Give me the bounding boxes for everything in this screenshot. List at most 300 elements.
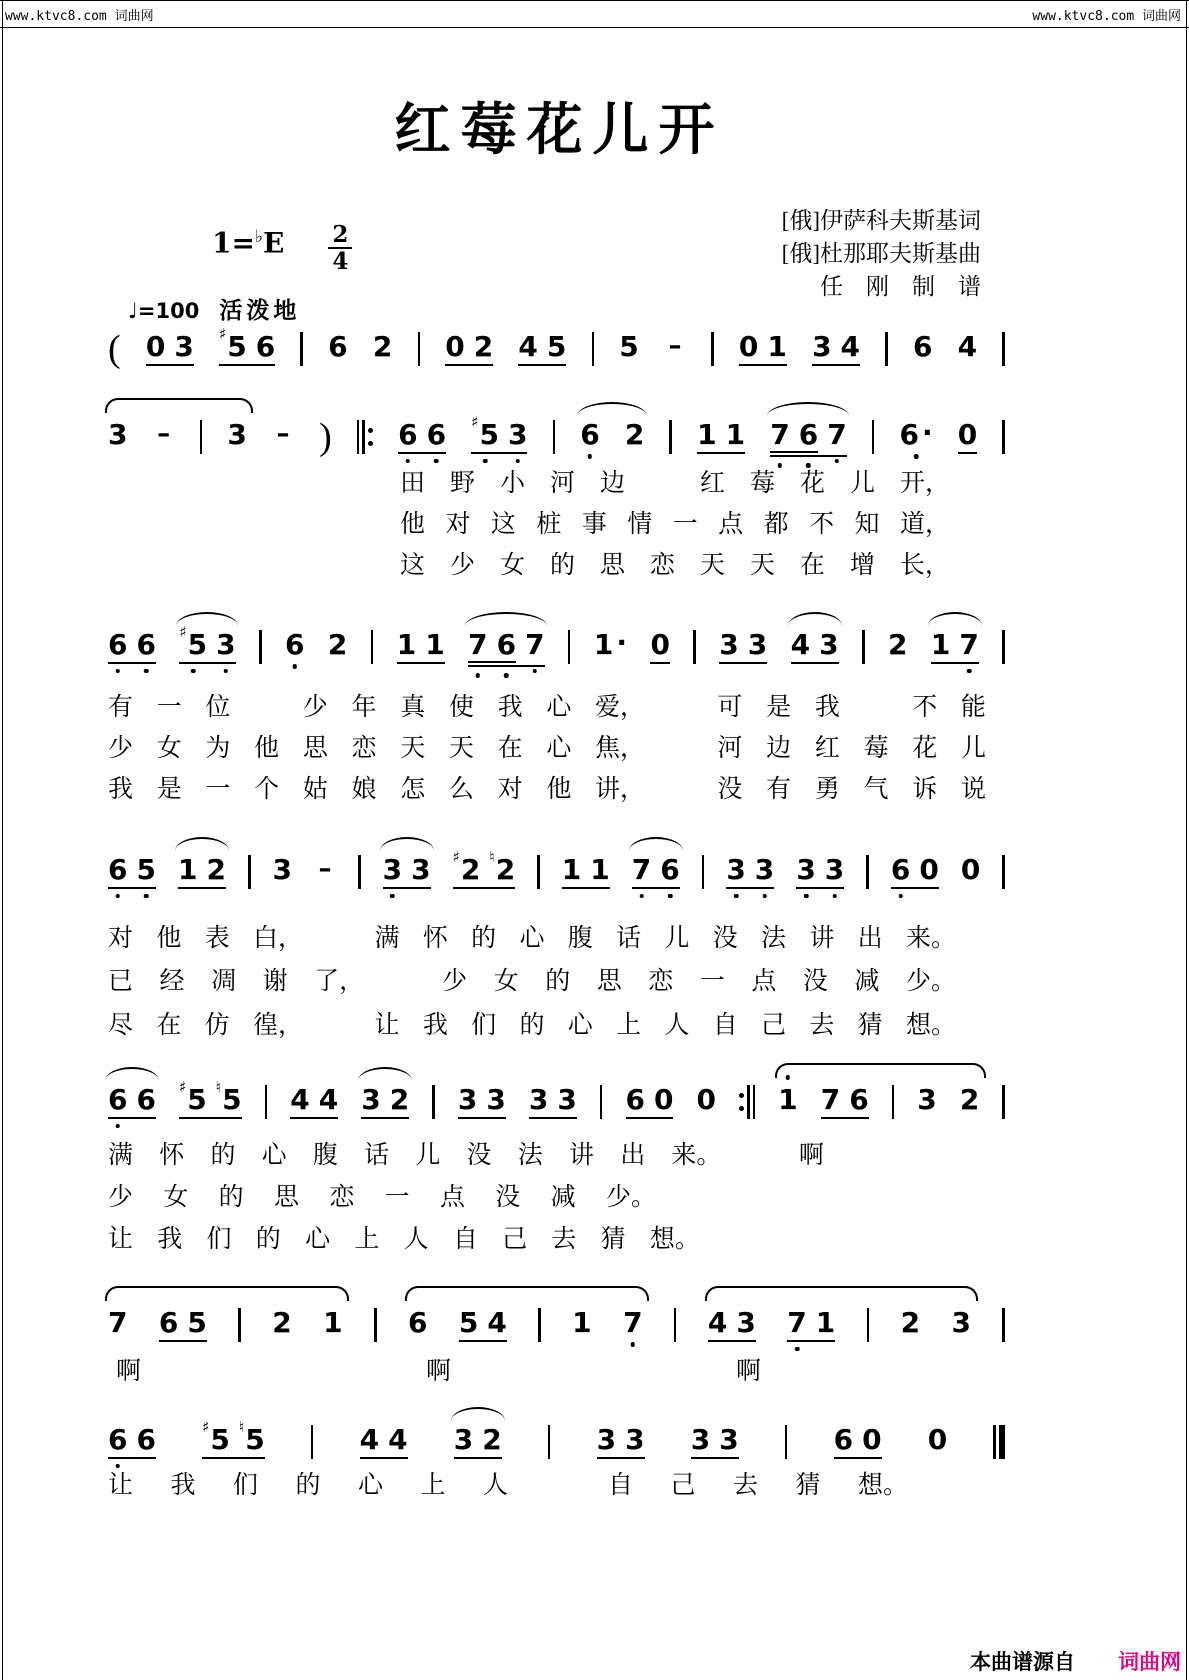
beam-group bbox=[179, 623, 236, 664]
low-octave-dot-icon bbox=[115, 669, 120, 674]
barline bbox=[418, 332, 421, 366]
note-digit: 6 bbox=[849, 1083, 869, 1116]
note bbox=[202, 1418, 230, 1456]
lyric-char: 长， bbox=[899, 552, 950, 579]
note bbox=[593, 626, 628, 661]
accidental-icon: ♯ bbox=[179, 623, 187, 641]
note-digit: 1 bbox=[778, 1083, 798, 1116]
note bbox=[816, 1308, 835, 1338]
note bbox=[427, 420, 446, 450]
low-octave-dot-icon bbox=[668, 894, 673, 899]
credit-arranger: 任 刚 制 谱 bbox=[820, 274, 981, 299]
lyric-char: 儿 bbox=[960, 735, 986, 762]
note bbox=[398, 420, 417, 450]
low-octave-dot-icon bbox=[504, 673, 509, 678]
note bbox=[525, 630, 544, 660]
note-digit: 3 bbox=[528, 1083, 549, 1116]
note-digit: 6 bbox=[108, 1423, 128, 1456]
barline bbox=[867, 1308, 870, 1342]
note bbox=[489, 848, 516, 886]
note-digit: 6 bbox=[158, 1306, 179, 1339]
lyric-char: 人 bbox=[664, 1012, 690, 1039]
note bbox=[146, 332, 165, 362]
note bbox=[901, 1308, 920, 1338]
note-digit: 7 bbox=[468, 628, 488, 661]
note-digit: 6 bbox=[328, 330, 348, 363]
barline bbox=[747, 1085, 750, 1119]
note-digit: 3 bbox=[819, 628, 839, 661]
lyric-char: 开， bbox=[899, 470, 950, 497]
note-digit: 3 bbox=[747, 628, 768, 661]
lyric-spacer bbox=[864, 694, 889, 722]
lyric-char: 人 bbox=[483, 1472, 509, 1499]
lyrics-row bbox=[108, 776, 986, 804]
quarter-note-icon: ♩ bbox=[128, 299, 138, 323]
lyric-char: 姑 bbox=[302, 776, 328, 803]
note bbox=[821, 1085, 840, 1115]
final-barline bbox=[993, 1425, 1005, 1459]
lyric-char: 讲 bbox=[809, 925, 835, 952]
note-digit: 6 bbox=[580, 418, 600, 451]
note-digit: 4 bbox=[290, 1083, 310, 1116]
note-digit: 5 bbox=[227, 330, 247, 363]
note bbox=[748, 630, 767, 660]
note-digit: 6 bbox=[108, 1083, 128, 1116]
lyric-spacer bbox=[326, 1012, 351, 1040]
lyric-char: 来。 bbox=[905, 925, 956, 952]
low-octave-dot-icon bbox=[515, 459, 520, 464]
barline bbox=[993, 1425, 996, 1459]
beam-group bbox=[708, 1308, 756, 1342]
beam-group bbox=[821, 1085, 869, 1119]
lyric-char: 们 bbox=[233, 1472, 259, 1499]
lyric-char: 一 bbox=[384, 1184, 410, 1211]
lyric-char: 仿 bbox=[204, 1012, 230, 1039]
beam-group bbox=[787, 1308, 835, 1342]
note bbox=[179, 623, 208, 661]
note bbox=[959, 630, 978, 660]
lyric-char: 天 bbox=[400, 735, 426, 762]
note bbox=[518, 332, 537, 362]
header-rule bbox=[0, 27, 1189, 28]
lyric-char: 恋 bbox=[329, 1184, 355, 1211]
low-octave-dot-icon bbox=[390, 894, 395, 899]
note-digit: 0 bbox=[862, 1423, 882, 1456]
lyric-char: 的 bbox=[519, 1012, 545, 1039]
lyric-char: 啊 bbox=[798, 1142, 824, 1169]
note-digit: 0 bbox=[696, 1083, 717, 1116]
lyric-char: 话 bbox=[364, 1142, 390, 1169]
low-octave-dot-icon bbox=[795, 1347, 800, 1352]
note bbox=[619, 332, 638, 362]
lyric-char: 对 bbox=[445, 511, 471, 538]
lyric-char: 没 bbox=[466, 1142, 492, 1169]
page-top-border bbox=[0, 0, 1189, 1]
note-digit: 1 bbox=[425, 628, 445, 661]
note-digit: 3 bbox=[917, 1083, 937, 1116]
lyric-char: 边 bbox=[600, 470, 626, 497]
barline bbox=[885, 332, 888, 366]
note bbox=[361, 1085, 380, 1115]
lyric-char: 人 bbox=[403, 1226, 429, 1253]
lyric-char: 出 bbox=[620, 1142, 646, 1169]
lyric-char: 思 bbox=[596, 968, 622, 995]
lyric-char: 上 bbox=[354, 1226, 380, 1253]
barline bbox=[238, 1308, 241, 1342]
lyric-char: 他 bbox=[254, 735, 280, 762]
lyric-char: 莓 bbox=[863, 735, 889, 762]
low-octave-dot-icon bbox=[144, 894, 149, 899]
note bbox=[174, 332, 193, 362]
parenthesis: ) bbox=[319, 416, 332, 458]
lyrics-row bbox=[108, 968, 956, 996]
note bbox=[726, 855, 745, 885]
note bbox=[497, 630, 516, 660]
lyrics-row bbox=[108, 1142, 824, 1170]
note-digit: 2 bbox=[206, 853, 226, 886]
note-digit: 3 bbox=[227, 418, 247, 451]
beam-group bbox=[108, 1425, 156, 1459]
lyric-char: 的 bbox=[471, 925, 497, 952]
note-digit: 2 bbox=[272, 1306, 292, 1339]
lyric-char: 上 bbox=[420, 1472, 446, 1499]
note-digit: 6 bbox=[136, 1423, 156, 1456]
lyric-char: 徨， bbox=[252, 1012, 303, 1039]
beam-group bbox=[146, 332, 194, 366]
lyric-char: 讲 bbox=[568, 1142, 594, 1169]
note-digit: 0 bbox=[445, 330, 465, 363]
lyric-char: 恋 bbox=[648, 968, 674, 995]
lyric-char: 去 bbox=[732, 1472, 758, 1499]
barline bbox=[1002, 332, 1005, 366]
barline bbox=[674, 1308, 677, 1342]
lyrics-row bbox=[400, 470, 950, 498]
beam-group bbox=[770, 420, 818, 453]
note bbox=[931, 630, 950, 660]
lyrics-row bbox=[108, 735, 986, 763]
note-digit: 1 bbox=[593, 628, 614, 661]
duration-dash: – bbox=[276, 419, 290, 449]
note bbox=[917, 1085, 936, 1115]
note-digit: 1 bbox=[178, 853, 198, 886]
note bbox=[482, 1425, 501, 1455]
beam-group bbox=[454, 1425, 502, 1459]
note bbox=[408, 1308, 427, 1338]
lyric-char: 情 bbox=[627, 511, 653, 538]
lyric-char: 没 bbox=[712, 925, 738, 952]
note bbox=[572, 1308, 591, 1338]
note bbox=[468, 630, 487, 660]
lyric-char: 在 bbox=[497, 735, 523, 762]
note bbox=[290, 1085, 309, 1115]
note-digit: 3 bbox=[382, 853, 403, 886]
note-digit: 7 bbox=[787, 1306, 807, 1339]
beam-group bbox=[459, 1308, 507, 1342]
low-octave-dot-icon bbox=[762, 894, 767, 899]
note-digit: 0 bbox=[145, 330, 166, 363]
lyric-spacer bbox=[669, 776, 694, 804]
note-digit: 1 bbox=[561, 853, 582, 886]
note-digit: 6 bbox=[912, 330, 933, 363]
note-digit: 3 bbox=[754, 853, 775, 886]
lyric-char: 的 bbox=[549, 552, 575, 579]
note bbox=[928, 1425, 947, 1455]
note bbox=[952, 1308, 971, 1338]
note bbox=[390, 1085, 409, 1115]
note-digit: 2 bbox=[327, 628, 348, 661]
lyric-char: 天 bbox=[699, 552, 725, 579]
lyric-char: 女 bbox=[499, 552, 525, 579]
lyric-char: 不 bbox=[809, 511, 835, 538]
note-digit: 3 bbox=[216, 628, 236, 661]
note bbox=[411, 855, 430, 885]
beam-group bbox=[108, 630, 156, 664]
beam-group bbox=[726, 855, 774, 889]
lyric-char: 恋 bbox=[351, 735, 377, 762]
beam-group bbox=[360, 1425, 408, 1459]
note bbox=[136, 1425, 155, 1455]
barline bbox=[358, 855, 361, 889]
lyric-char: 红 bbox=[699, 470, 725, 497]
lyric-char: 儿 bbox=[664, 925, 690, 952]
lyric-char: 花 bbox=[912, 735, 938, 762]
beam-group bbox=[219, 325, 276, 366]
lyric-char: 让 bbox=[374, 1012, 400, 1039]
note bbox=[256, 332, 275, 362]
lyric-char: 位 bbox=[205, 694, 231, 721]
note-digit: 5 bbox=[210, 1423, 230, 1456]
lyric-char: 真 bbox=[400, 694, 426, 721]
beam-group bbox=[796, 855, 844, 889]
note-digit: 3 bbox=[457, 1083, 478, 1116]
note bbox=[238, 1418, 265, 1456]
low-octave-dot-icon bbox=[292, 664, 297, 669]
lyric-char: 思 bbox=[599, 552, 625, 579]
lyric-char: 一 bbox=[699, 968, 725, 995]
lyric-char: 儿 bbox=[849, 470, 875, 497]
note-digit: 0 bbox=[957, 418, 978, 451]
note-digit: 0 bbox=[654, 1083, 674, 1116]
note-digit: 2 bbox=[900, 1306, 921, 1339]
phrase-slur bbox=[105, 1286, 349, 1301]
barline bbox=[432, 1085, 435, 1119]
low-octave-dot-icon bbox=[224, 669, 229, 674]
beam-group bbox=[452, 848, 516, 889]
lyric-char: 们 bbox=[206, 1226, 232, 1253]
beam-group bbox=[397, 630, 445, 664]
barline bbox=[1002, 420, 1005, 454]
note-digit: 3 bbox=[824, 853, 845, 886]
note bbox=[445, 332, 464, 362]
beam-group bbox=[468, 630, 516, 663]
lyric-char: 讲， bbox=[595, 776, 646, 803]
low-octave-dot-icon bbox=[406, 459, 411, 464]
lyric-char: 事 bbox=[581, 511, 607, 538]
lyrics-row bbox=[108, 925, 956, 953]
repeat-begin-barline bbox=[357, 420, 373, 454]
lyric-spacer bbox=[669, 735, 694, 763]
note bbox=[796, 855, 815, 885]
music-line bbox=[108, 1418, 1005, 1471]
note bbox=[597, 1425, 616, 1455]
note-digit: 6 bbox=[899, 418, 919, 451]
low-octave-dot-icon bbox=[804, 894, 809, 899]
lyric-char: 有 bbox=[766, 776, 792, 803]
lyrics-row bbox=[108, 1184, 656, 1212]
footer-brand-link[interactable]: 词曲网 bbox=[1118, 1651, 1181, 1674]
lyric-char: 一 bbox=[156, 694, 182, 721]
duration-dash: – bbox=[318, 854, 332, 884]
beam-group bbox=[361, 1085, 409, 1119]
note bbox=[812, 332, 831, 362]
lyric-char: 猜 bbox=[857, 1012, 883, 1039]
low-octave-dot-icon bbox=[115, 894, 120, 899]
lyric-char: 我 bbox=[108, 776, 134, 803]
note bbox=[219, 325, 247, 363]
tempo-value: =100 bbox=[137, 299, 200, 323]
lyric-char: 年 bbox=[351, 694, 377, 721]
note-digit: 2 bbox=[460, 853, 481, 886]
lyrics-row bbox=[116, 1358, 761, 1386]
lyric-char: 一 bbox=[205, 776, 231, 803]
lyric-char: 不 bbox=[912, 694, 938, 721]
note-digit: 1 bbox=[396, 628, 417, 661]
beam-group bbox=[770, 420, 846, 457]
note bbox=[179, 1078, 207, 1116]
note bbox=[136, 855, 155, 885]
note-digit: 3 bbox=[411, 853, 431, 886]
barline bbox=[248, 855, 251, 889]
barline bbox=[1002, 1308, 1005, 1342]
duration-dash: – bbox=[668, 331, 682, 361]
lyric-char: 为 bbox=[205, 735, 231, 762]
low-octave-dot-icon bbox=[835, 459, 840, 464]
lyric-char: 经 bbox=[159, 968, 185, 995]
lyric-char: 了， bbox=[314, 968, 365, 995]
note bbox=[108, 1425, 127, 1455]
beam-group bbox=[468, 630, 544, 667]
lyric-char: 都 bbox=[763, 511, 789, 538]
tie-arc bbox=[451, 1407, 505, 1421]
note bbox=[799, 420, 818, 450]
accidental-icon: ♮ bbox=[215, 1078, 222, 1096]
lyric-char: 我 bbox=[157, 1226, 183, 1253]
beam-group bbox=[518, 332, 566, 366]
barline bbox=[866, 855, 869, 889]
lyric-char: 去 bbox=[809, 1012, 835, 1039]
note bbox=[508, 420, 527, 450]
lyric-char: 少 bbox=[108, 1184, 134, 1211]
lyric-char: 女 bbox=[156, 735, 182, 762]
lyric-spacer bbox=[748, 1142, 773, 1170]
tempo-mood: 活泼地 bbox=[219, 298, 301, 323]
barline bbox=[357, 420, 360, 454]
note-digit: 3 bbox=[690, 1423, 711, 1456]
lyric-char: 点 bbox=[439, 1184, 465, 1211]
note-digit: 6 bbox=[284, 628, 305, 661]
lyric-char: 法 bbox=[517, 1142, 543, 1169]
lyric-char: 已 bbox=[108, 968, 134, 995]
beam-group bbox=[290, 1085, 338, 1119]
note-digit: 2 bbox=[495, 853, 516, 886]
low-octave-dot-icon bbox=[631, 1342, 636, 1347]
lyric-char: 们 bbox=[471, 1012, 497, 1039]
lyric-char: 有 bbox=[108, 694, 134, 721]
lyric-char: 来。 bbox=[671, 1142, 722, 1169]
note-digit: 6 bbox=[833, 1423, 854, 1456]
note bbox=[272, 1308, 291, 1338]
note-digit: 1 bbox=[590, 853, 610, 886]
lyric-char: 娘 bbox=[351, 776, 377, 803]
note bbox=[108, 855, 127, 885]
page-right-border bbox=[1186, 0, 1187, 1680]
lyric-char: 气 bbox=[863, 776, 889, 803]
augmentation-dot-icon: · bbox=[921, 416, 933, 449]
lyric-char: 让 bbox=[108, 1472, 134, 1499]
lyric-char: 对 bbox=[108, 925, 134, 952]
lyric-char: 自 bbox=[452, 1226, 478, 1253]
note-digit: 1 bbox=[323, 1306, 343, 1339]
note bbox=[958, 332, 977, 362]
low-octave-dot-icon bbox=[115, 1464, 120, 1469]
lyric-char: 腹 bbox=[567, 925, 593, 952]
note bbox=[360, 1425, 379, 1455]
note bbox=[958, 420, 977, 450]
note bbox=[960, 1085, 979, 1115]
note-digit: 5 bbox=[187, 1083, 207, 1116]
beam-group bbox=[159, 1308, 207, 1342]
barline bbox=[548, 1425, 551, 1459]
lyric-char: 道， bbox=[899, 511, 950, 538]
repeat-dots-icon bbox=[368, 420, 373, 454]
note bbox=[328, 630, 347, 660]
lyric-char: 想。 bbox=[857, 1472, 908, 1499]
lyric-char: 白， bbox=[252, 925, 303, 952]
beam-group bbox=[562, 855, 610, 889]
note-digit: 7 bbox=[827, 418, 847, 451]
dot-icon bbox=[368, 441, 373, 446]
beam-group bbox=[597, 1425, 645, 1459]
lyric-char: 法 bbox=[761, 925, 787, 952]
beam-group bbox=[650, 630, 669, 664]
credits bbox=[782, 204, 981, 303]
song-title: 红莓花儿开 bbox=[394, 100, 725, 162]
tie-arc bbox=[577, 402, 647, 416]
lyrics-row bbox=[400, 511, 950, 539]
note-digit: 2 bbox=[624, 418, 645, 451]
barline bbox=[362, 420, 365, 454]
note bbox=[580, 420, 599, 450]
note bbox=[726, 420, 745, 450]
barline bbox=[371, 630, 374, 664]
lyric-char: 猜 bbox=[600, 1226, 626, 1253]
lyric-char: 己 bbox=[761, 1012, 787, 1039]
lyric-char: 少 bbox=[108, 735, 134, 762]
note-digit: 3 bbox=[557, 1083, 577, 1116]
accidental-icon: ♯ bbox=[219, 325, 227, 343]
note bbox=[697, 420, 716, 450]
note-digit: 7 bbox=[631, 853, 652, 886]
lyric-char: 他 bbox=[156, 925, 182, 952]
note bbox=[452, 848, 481, 886]
note-digit: 6 bbox=[136, 628, 156, 661]
low-octave-dot-icon bbox=[476, 673, 481, 678]
note bbox=[739, 332, 758, 362]
lyric-char: 使 bbox=[448, 694, 474, 721]
lyric-char: 我 bbox=[422, 1012, 448, 1039]
note-digit: 0 bbox=[927, 1423, 948, 1456]
lyric-char: 思 bbox=[302, 735, 328, 762]
